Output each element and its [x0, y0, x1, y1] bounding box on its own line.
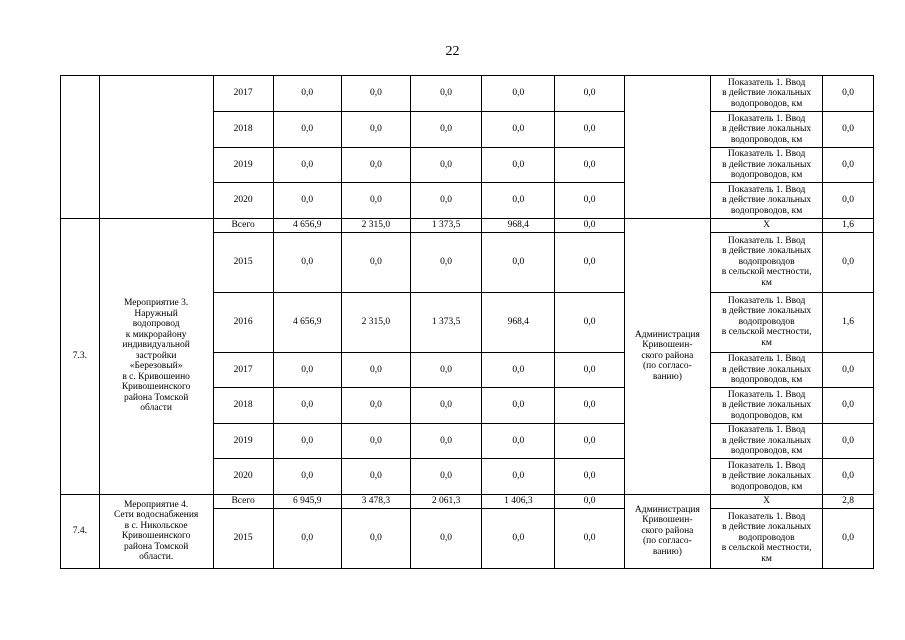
indicator-line: Показатель 1. Ввод	[727, 235, 806, 246]
indicator-line: водопроводов, км	[730, 410, 803, 421]
year-cell: Всего	[213, 494, 273, 508]
year-cell: Всего	[213, 218, 273, 232]
executor-line: Кривошеин-	[642, 515, 693, 526]
indicator-line: км	[761, 277, 772, 288]
funding-value: 4 656,9	[273, 292, 341, 352]
executor-line: ванию)	[652, 371, 682, 382]
funding-value: 0,0	[482, 423, 555, 459]
year-cell: 2020	[213, 459, 273, 495]
item-name-line: области.	[139, 552, 174, 562]
item-name	[99, 218, 213, 494]
indicator-value: 1,6	[823, 218, 874, 232]
funding-value: 0,0	[482, 76, 555, 112]
indicator	[711, 423, 823, 459]
indicator	[711, 218, 823, 232]
indicator-line: Показатель 1. Ввод	[727, 149, 806, 159]
executor-line: Администрация	[634, 329, 700, 340]
indicator-line: водопроводов, км	[730, 170, 803, 180]
funding-value: 0,0	[273, 183, 341, 219]
item-name-line: района Томской	[123, 541, 189, 552]
item-name-line: Кривошеинского	[121, 531, 191, 541]
indicator-line: водопроводов, км	[730, 205, 803, 216]
indicator-line: в действие локальных	[722, 522, 812, 533]
funding-value: 0,0	[341, 112, 410, 148]
indicator-line: в действие локальных	[722, 246, 812, 257]
item-name-line: водопровод	[132, 319, 180, 330]
indicator-line: Показатель 1. Ввод	[727, 511, 806, 522]
funding-value: 0,0	[273, 76, 341, 112]
indicator-line: Показатель 1. Ввод	[727, 425, 806, 435]
funding-value: 0,0	[411, 232, 482, 292]
funding-value: 0,0	[411, 183, 482, 219]
funding-value: 0,0	[555, 112, 624, 148]
funding-value: 0,0	[482, 508, 555, 568]
funding-value: 0,0	[273, 459, 341, 495]
funding-value: 0,0	[482, 232, 555, 292]
funding-value: 0,0	[555, 232, 624, 292]
funding-value: 0,0	[482, 147, 555, 183]
indicator-line: в действие локальных	[722, 364, 812, 375]
indicator-line: водопроводов, км	[730, 446, 803, 456]
indicator-line: в действие локальных	[722, 159, 812, 170]
indicator-line: в действие локальных	[722, 306, 812, 317]
indicator-value: 0,0	[823, 423, 874, 459]
indicator	[711, 292, 823, 352]
funding-value: 0,0	[411, 352, 482, 388]
funding-value: 1 373,5	[411, 218, 482, 232]
funding-value: 0,0	[482, 112, 555, 148]
funding-value: 3 478,3	[341, 494, 410, 508]
item-name-line: Кривошеинского	[121, 382, 191, 393]
indicator-value: 0,0	[823, 147, 874, 183]
program-table	[60, 75, 874, 569]
funding-value: 0,0	[273, 232, 341, 292]
executor-line: ванию)	[652, 546, 682, 557]
year-cell: 2019	[213, 147, 273, 183]
item-name-line: Сети водоснабжения	[113, 510, 199, 520]
indicator-line: Показатель 1. Ввод	[727, 184, 806, 195]
item-name	[99, 76, 213, 219]
indicator	[711, 352, 823, 388]
indicator-line: в сельской местности,	[721, 543, 812, 554]
funding-value: 0,0	[482, 183, 555, 219]
funding-value: 0,0	[273, 388, 341, 424]
indicator-line: в действие локальных	[722, 195, 812, 205]
executor-line: (по согласо-	[642, 536, 692, 547]
table-row	[61, 218, 874, 232]
executor-line: Администрация	[634, 504, 700, 515]
indicator	[711, 508, 823, 568]
funding-value: 6 945,9	[273, 494, 341, 508]
indicator	[711, 494, 823, 508]
indicator	[711, 459, 823, 495]
item-name-line: в с. Кривошеино	[122, 371, 190, 382]
indicator	[711, 76, 823, 112]
funding-value: 0,0	[555, 218, 624, 232]
funding-value: 2 061,3	[411, 494, 482, 508]
funding-value: 0,0	[482, 459, 555, 495]
funding-value: 0,0	[341, 388, 410, 424]
year-cell: 2016	[213, 292, 273, 352]
funding-value: 0,0	[341, 423, 410, 459]
indicator-line: в сельской местности,	[721, 267, 812, 278]
indicator-line: в действие локальных	[722, 124, 812, 134]
funding-value: 0,0	[482, 352, 555, 388]
funding-value: 0,0	[411, 76, 482, 112]
indicator	[711, 232, 823, 292]
funding-value: 0,0	[482, 388, 555, 424]
indicator-line: Показатель 1. Ввод	[727, 295, 806, 306]
table-row	[61, 76, 874, 112]
item-name-line: области	[140, 403, 173, 414]
funding-value: 0,0	[411, 147, 482, 183]
funding-value: 0,0	[411, 508, 482, 568]
item-name-line: к микрорайону	[125, 329, 187, 340]
funding-value: 2 315,0	[341, 218, 410, 232]
funding-value: 0,0	[341, 76, 410, 112]
indicator-value: 0,0	[823, 232, 874, 292]
indicator-line: водопроводов, км	[730, 98, 803, 109]
year-cell: 2015	[213, 508, 273, 568]
executor	[624, 494, 710, 568]
indicator-value: 1,6	[823, 292, 874, 352]
funding-value: 0,0	[411, 112, 482, 148]
indicator-value: 2,8	[823, 494, 874, 508]
year-cell: 2017	[213, 76, 273, 112]
indicator	[711, 147, 823, 183]
page-number: 22	[445, 44, 460, 59]
indicator-line: в действие локальных	[722, 88, 812, 99]
indicator-line: Показатель 1. Ввод	[727, 77, 806, 88]
table-row	[61, 494, 874, 508]
funding-value: 0,0	[555, 352, 624, 388]
funding-value: 0,0	[555, 76, 624, 112]
funding-value: 0,0	[411, 459, 482, 495]
indicator-line: в действие локальных	[722, 400, 812, 410]
indicator-line: водопроводов	[738, 316, 795, 327]
indicator-line: Х	[763, 219, 771, 230]
funding-value: 0,0	[273, 423, 341, 459]
indicator-line: водопроводов, км	[730, 481, 803, 492]
indicator-line: водопроводов, км	[730, 134, 803, 145]
indicator-line: Показатель 1. Ввод	[727, 113, 806, 124]
funding-value: 0,0	[341, 508, 410, 568]
indicator-value: 0,0	[823, 459, 874, 495]
year-cell: 2019	[213, 423, 273, 459]
funding-value: 0,0	[341, 352, 410, 388]
item-name-line: в с. Никольское	[124, 520, 188, 531]
funding-value: 0,0	[555, 423, 624, 459]
item-name-line: Мероприятие 4.	[123, 499, 189, 510]
funding-value: 0,0	[273, 508, 341, 568]
executor-line: ского района	[641, 350, 694, 361]
funding-value: 0,0	[411, 388, 482, 424]
indicator-value: 0,0	[823, 76, 874, 112]
indicator-value: 0,0	[823, 388, 874, 424]
executor-line: Кривошеин-	[642, 340, 693, 351]
item-code	[61, 76, 100, 219]
indicator-line: Показатель 1. Ввод	[727, 354, 806, 364]
funding-value: 0,0	[555, 183, 624, 219]
funding-value: 0,0	[273, 352, 341, 388]
funding-value: 0,0	[273, 112, 341, 148]
funding-value: 0,0	[555, 459, 624, 495]
item-code: 7.3.	[61, 218, 100, 494]
funding-value: 0,0	[341, 147, 410, 183]
funding-value: 0,0	[273, 147, 341, 183]
item-name-line: «Березовый»	[129, 361, 183, 372]
funding-value: 0,0	[555, 494, 624, 508]
indicator-line: км	[761, 553, 772, 564]
item-code: 7.4.	[61, 494, 100, 568]
funding-value: 1 406,3	[482, 494, 555, 508]
indicator-value: 0,0	[823, 508, 874, 568]
funding-value: 0,0	[411, 423, 482, 459]
indicator-value: 0,0	[823, 352, 874, 388]
indicator-value: 0,0	[823, 112, 874, 148]
indicator-line: км	[761, 337, 772, 348]
executor-line: ского района	[641, 525, 694, 536]
funding-value: 2 315,0	[341, 292, 410, 352]
item-name-line: Мероприятие 3.	[123, 298, 189, 309]
year-cell: 2018	[213, 388, 273, 424]
year-cell: 2018	[213, 112, 273, 148]
funding-value: 0,0	[555, 388, 624, 424]
year-cell: 2020	[213, 183, 273, 219]
item-name-line: Наружный	[134, 308, 178, 319]
indicator-line: водопроводов	[738, 532, 795, 543]
indicator	[711, 183, 823, 219]
year-cell: 2017	[213, 352, 273, 388]
funding-value: 0,0	[341, 183, 410, 219]
executor	[624, 76, 710, 219]
funding-value: 0,0	[341, 459, 410, 495]
indicator-line: водопроводов	[738, 256, 795, 267]
funding-value: 0,0	[555, 508, 624, 568]
funding-value: 4 656,9	[273, 218, 341, 232]
indicator	[711, 112, 823, 148]
indicator-line: водопроводов, км	[730, 375, 803, 385]
year-cell: 2015	[213, 232, 273, 292]
executor	[624, 218, 710, 494]
funding-value: 0,0	[555, 147, 624, 183]
funding-value: 0,0	[555, 292, 624, 352]
indicator-value: 0,0	[823, 183, 874, 219]
indicator-line: в действие локальных	[722, 435, 812, 446]
item-name-line: индивидуальной	[122, 340, 190, 351]
indicator-line: Показатель 1. Ввод	[727, 389, 806, 400]
indicator-line: в сельской местности,	[721, 327, 812, 338]
item-name-line: застройки	[135, 350, 177, 361]
indicator-line: в действие локальных	[722, 471, 812, 481]
funding-value: 968,4	[482, 292, 555, 352]
indicator	[711, 388, 823, 424]
item-name	[99, 494, 213, 568]
indicator-line: Х	[763, 495, 771, 506]
funding-value: 968,4	[482, 218, 555, 232]
indicator-line: Показатель 1. Ввод	[727, 460, 806, 471]
funding-value: 0,0	[341, 232, 410, 292]
item-name-line: района Томской	[123, 392, 189, 403]
funding-value: 1 373,5	[411, 292, 482, 352]
executor-line: (по согласо-	[642, 361, 692, 372]
